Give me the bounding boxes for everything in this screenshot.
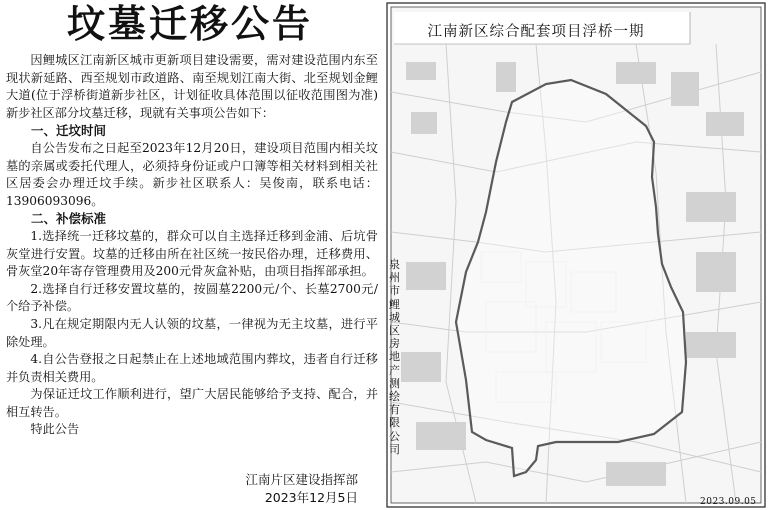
map-company: 泉州市鲤城区房地产测绘有限公司 (389, 258, 400, 456)
section-2-heading: 二、补偿标准 (31, 211, 107, 227)
notice-title: 坟墓迁移公告 (66, 2, 313, 46)
notice-intro: 因鲤城区江南新区城市更新项目建设需要，需对建设范围内东至现状新延路、西至规划市政道路、南至规划江南大街、北至规划金鲤大道(位于浮桥街道新步社区，计划征收具体范围以征收范围图为准)新步社区部分坟墓迁移，现就有关事项公告如下： (6, 53, 378, 120)
compensation-item-3: 3.凡在规定期限内无人认领的坟墓，一律视为无主坟墓，进行平除处理。 (6, 316, 378, 349)
notice-closing: 为保证迁坟工作顺利进行，望广大居民能够给予支持、配合，并相互转告。 (6, 387, 378, 419)
section-1-text: 自公告发布之日起至2023年12月20日，建设项目范围内相关坟墓的亲属或委托代理人，必须持身份证或户口簿等相关材料到相关社区居委会办理迁坟手续。新步社区联系人：吴俊南，联系电话：13906093096。 (6, 140, 378, 208)
section-1-heading: 一、迁坟时间 (31, 123, 107, 139)
notice-body (6, 52, 378, 439)
signature-date: 2023年12月5日 (264, 490, 358, 505)
map-title: 江南新区综合配套项目浮桥一期 (427, 24, 645, 40)
map-date: 2023.09.05 (700, 497, 757, 507)
notice-special: 特此公告 (30, 422, 80, 437)
notice-panel (0, 0, 380, 510)
compensation-item-2: 2.选择自行迁移安置坟墓的，按圆墓2200元/个、长墓2700元/个给予补偿。 (6, 281, 378, 314)
signature-org: 江南片区建设指挥部 (245, 472, 358, 487)
map-canvas (386, 2, 766, 508)
relocation-map (386, 2, 766, 508)
compensation-item-1: 1.选择统一迁移坟墓的，群众可以自主选择迁移到金浦、后坑骨灰堂进行安置。坟墓的迁移由所在社区统一按民俗办理，迁移费用、骨灰堂20年寄存管理费用及200元骨灰盒补贴，由项目指挥部承担。 (6, 228, 378, 279)
compensation-item-4: 4.自公告登报之日起禁止在上述地域范围内葬坟，违者自行迁移并负责相关费用。 (6, 352, 378, 384)
